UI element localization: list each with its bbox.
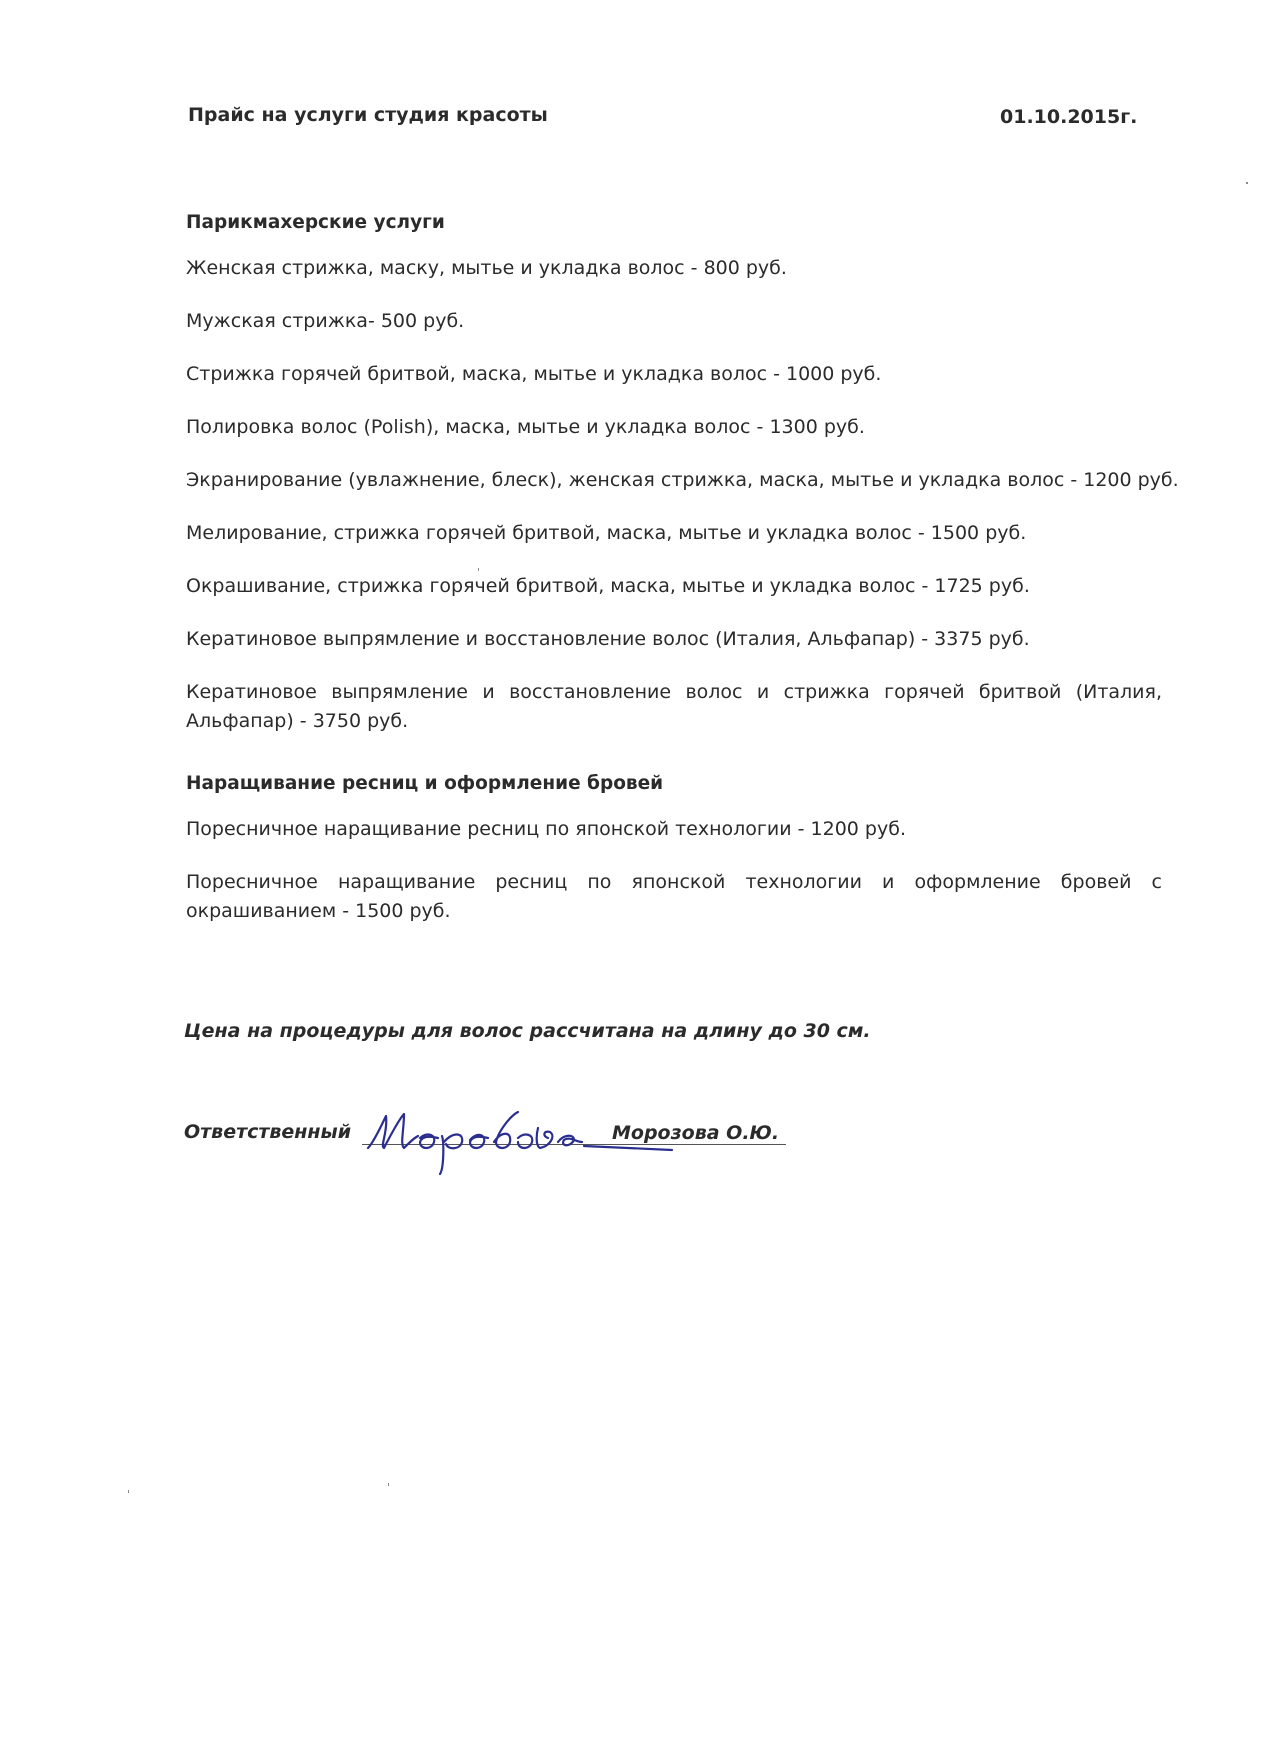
section-lash-brow-services <box>186 773 1162 950</box>
service-item: Окрашивание, стрижка горячей бритвой, маска, мытье и укладка волос - 1725 руб. <box>186 575 1030 597</box>
service-item: Экранирование (увлажнение, блеск), женская стрижка, маска, мытье и укладка волос - 1200 руб. <box>186 469 1179 491</box>
section-hair-services <box>186 212 1179 760</box>
service-item: Полировка волос (Polish), маска, мытье и укладка волос - 1300 руб. <box>186 416 865 438</box>
section-title: Парикмахерские услуги <box>186 212 445 233</box>
scan-speck <box>478 568 479 571</box>
signature-block <box>184 1118 884 1178</box>
service-item: Мужская стрижка- 500 руб. <box>186 310 465 332</box>
signature-label: Ответственный <box>184 1121 352 1143</box>
service-item: Поресничное наращивание ресниц по японской технологии и оформление бровей с окрашиванием - 1500 руб. <box>186 871 1162 922</box>
service-item: Стрижка горячей бритвой, маска, мытье и укладка волос - 1000 руб. <box>186 363 882 385</box>
document-title: Прайс на услуги студия красоты <box>188 104 548 126</box>
scan-speck <box>128 1490 129 1493</box>
responsible-person-name: Морозова О.Ю. <box>612 1122 780 1144</box>
service-item: Поресничное наращивание ресниц по японской технологии - 1200 руб. <box>186 818 906 840</box>
scan-speck <box>388 1483 389 1486</box>
service-item: Кератиновое выпрямление и восстановление волос и стрижка горячей бритвой (Италия, Альфапар) - 3750 руб. <box>186 681 1162 732</box>
service-item: Кератиновое выпрямление и восстановление волос (Италия, Альфапар) - 3375 руб. <box>186 628 1030 650</box>
service-item: Женская стрижка, маску, мытье и укладка волос - 800 руб. <box>186 257 787 279</box>
service-list <box>186 254 1179 736</box>
price-note: Цена на процедуры для волос рассчитана на длину до 30 см. <box>184 1020 871 1042</box>
document-date: 01.10.2015г. <box>1000 106 1138 128</box>
service-item: Мелирование, стрижка горячей бритвой, маска, мытье и укладка волос - 1500 руб. <box>186 522 1027 544</box>
section-title: Наращивание ресниц и оформление бровей <box>186 773 664 794</box>
scan-speck <box>1246 182 1248 184</box>
service-list <box>186 815 1162 926</box>
